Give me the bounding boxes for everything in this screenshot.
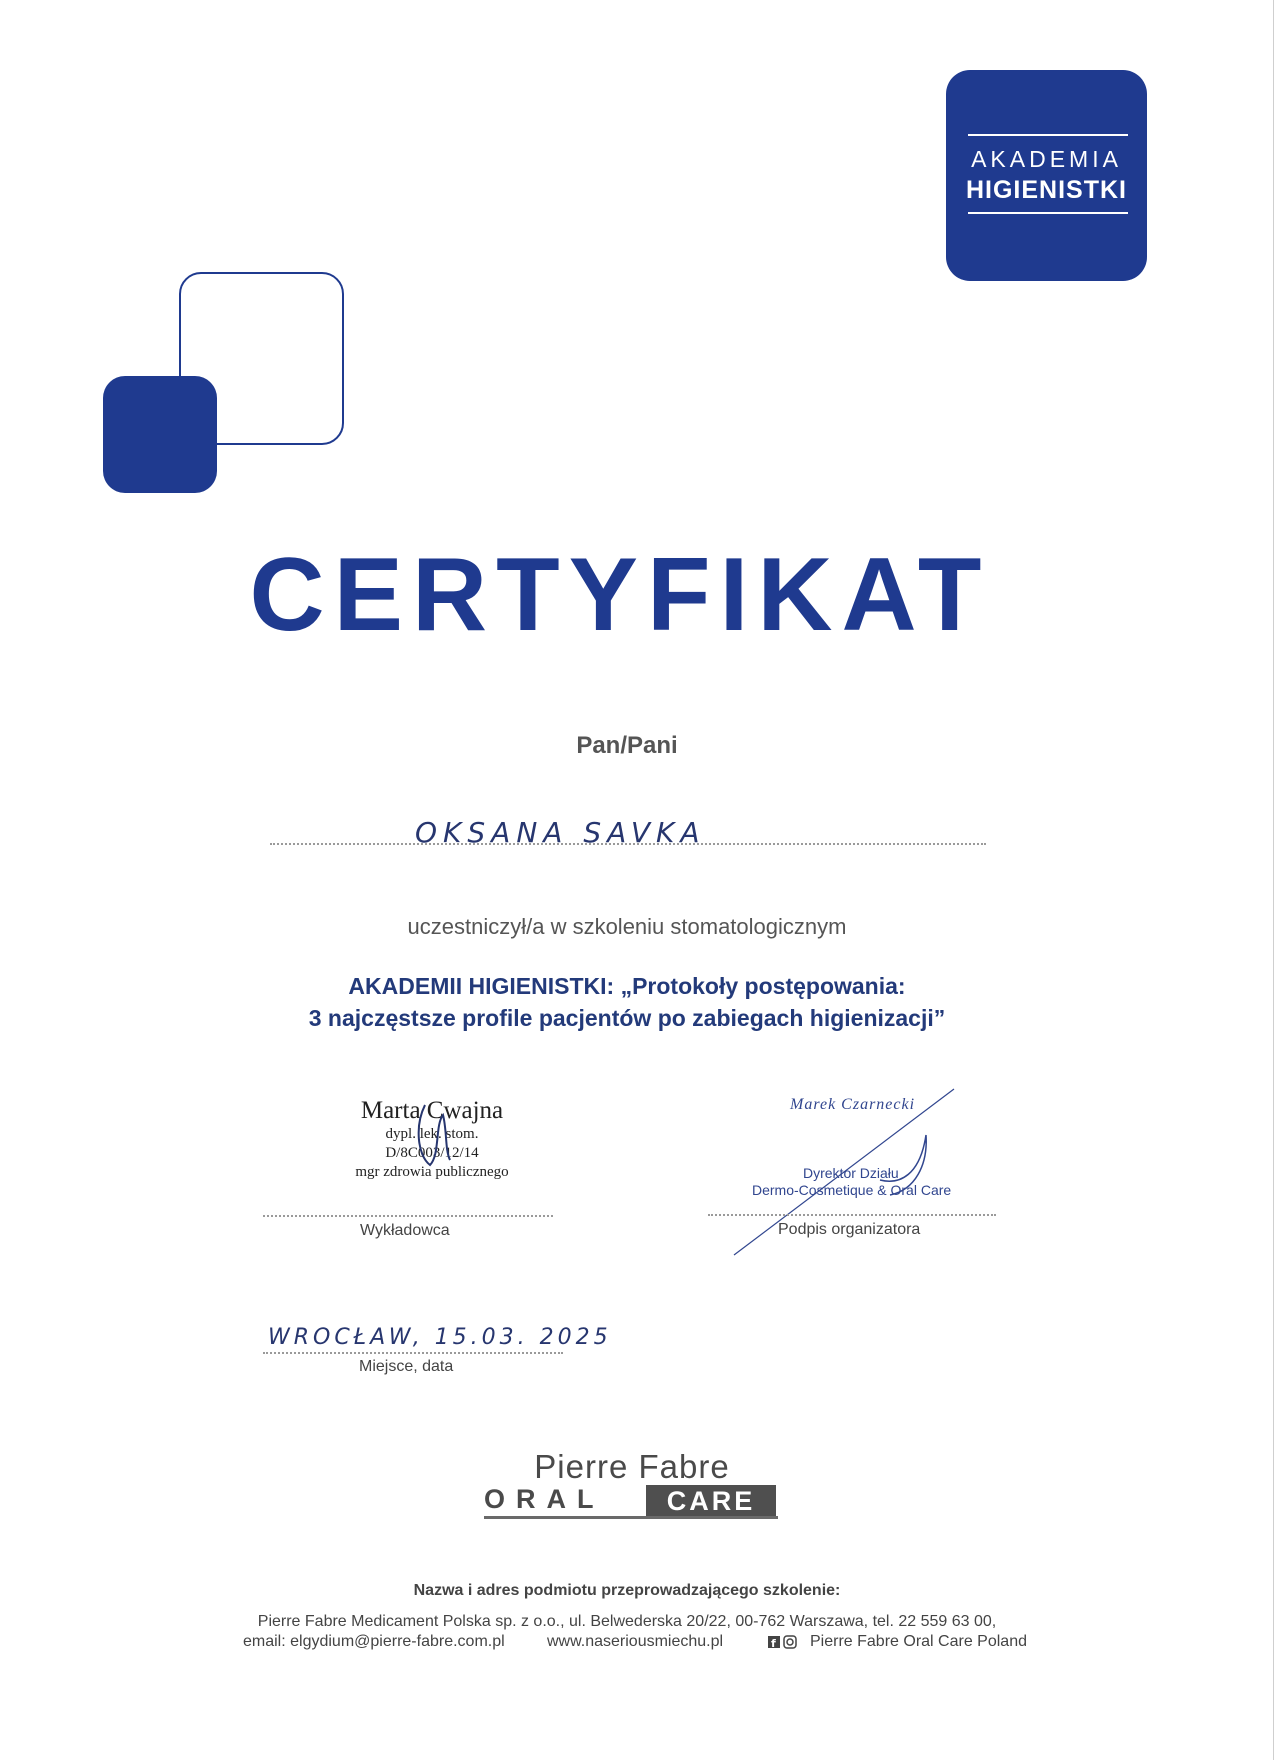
- lecturer-label: Wykładowca: [360, 1222, 450, 1239]
- lecturer-dotted-line: [263, 1215, 553, 1217]
- brand-oral: ORAL: [484, 1484, 605, 1514]
- logo-rule-top: [968, 134, 1128, 136]
- certificate-title: CERTYFIKAT: [249, 537, 991, 653]
- organizer-dotted-line: [708, 1214, 996, 1216]
- akademia-logo: [946, 70, 1147, 281]
- logo-line2: HIGIENISTKI: [965, 176, 1127, 204]
- participation-text: uczestniczył/a w szkoleniu stomatologicznym: [407, 914, 847, 939]
- place-date-label: Miejsce, data: [359, 1358, 454, 1375]
- logo-line1: AKADEMIA: [971, 146, 1122, 172]
- place-date-dotted-line: [263, 1352, 563, 1354]
- decor-filled-square: [103, 376, 217, 493]
- scan-edge: [1273, 0, 1274, 1760]
- organizer-name: Marek Czarnecki: [790, 1096, 916, 1113]
- brand-underline: [484, 1516, 778, 1519]
- salutation: Pan/Pani: [576, 732, 678, 759]
- footer-email: email: elgydium@pierre-fabre.com.pl: [243, 1633, 505, 1650]
- logo-rule-bottom: [968, 212, 1128, 214]
- lecturer-degree: dypl. lek. stom.: [385, 1126, 479, 1142]
- course-title-line2: 3 najczęstsze profile pacjentów po zabiegach higienizacji”: [308, 1005, 946, 1031]
- name-dotted-line: [270, 843, 986, 845]
- organizer-label: Podpis organizatora: [778, 1221, 921, 1238]
- lecturer-name: Marta Cwajna: [360, 1097, 504, 1124]
- lecturer-signature-icon: [405, 1095, 465, 1175]
- svg-text:f: f: [771, 1637, 776, 1650]
- organizer-role-line1: Dyrektor Działu: [803, 1165, 899, 1181]
- lecturer-license: D/8C003/12/14: [385, 1145, 479, 1161]
- course-title-line1: AKADEMII HIGIENISTKI: „Protokoły postępowania:: [348, 973, 906, 999]
- place-date-value: WROCŁAW, 15.03. 2025: [268, 1325, 612, 1350]
- footer-address: Pierre Fabre Medicament Polska sp. z o.o., ul. Belwederska 20/22, 00-762 Warszawa, tel. 22 559 63 00,: [257, 1613, 997, 1630]
- lecturer-title: mgr zdrowia publicznego: [355, 1164, 509, 1180]
- footer-heading: Nazwa i adres podmiotu przeprowadzającego szkolenie:: [413, 1582, 841, 1599]
- facebook-instagram-icon: [767, 1634, 799, 1650]
- participant-name: OKSANA SAVKA: [415, 816, 706, 849]
- footer-website: www.naseriousmiechu.pl: [547, 1633, 724, 1650]
- organizer-role-line2: Dermo-Cosmetique & Oral Care: [752, 1182, 952, 1198]
- brand-name: Pierre Fabre: [534, 1448, 730, 1485]
- footer-social: Pierre Fabre Oral Care Poland: [810, 1633, 1027, 1650]
- brand-care: CARE: [646, 1485, 776, 1517]
